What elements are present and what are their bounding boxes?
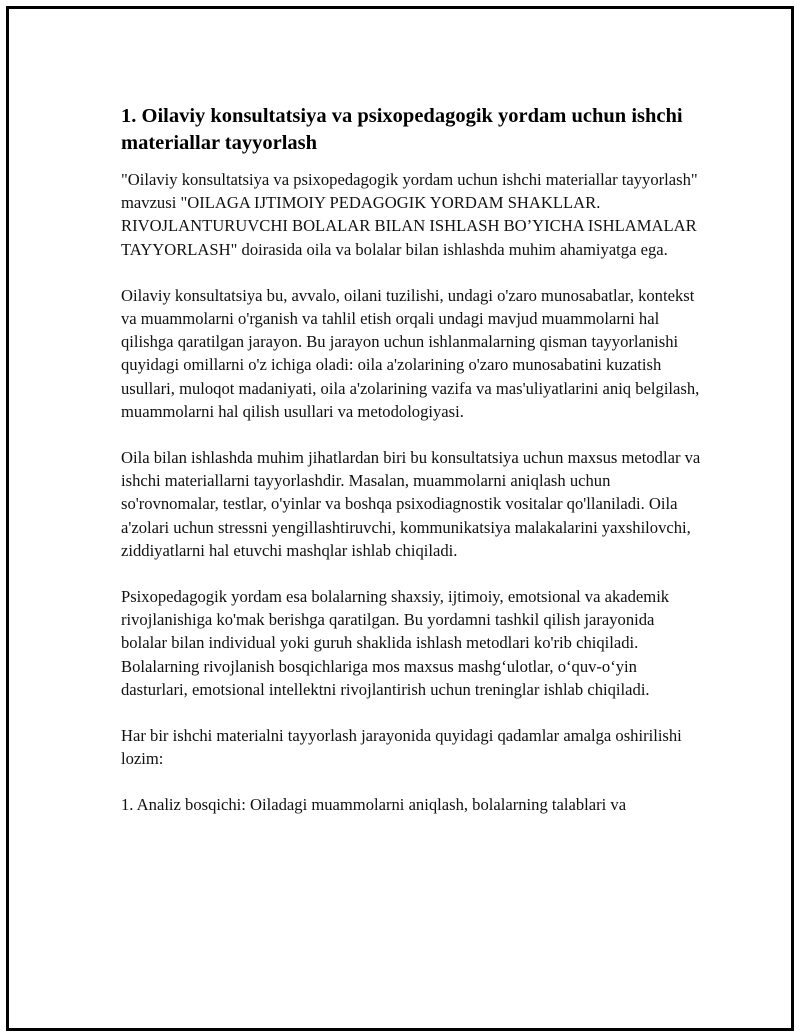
paragraph-psychopedagogical-support: Psixopedagogik yordam esa bolalarning shaxsiy, ijtimoiy, emotsional va akademik rivojlanishiga ko'mak berishga qaratilgan. Bu yordamni tashkil qilish jarayonida bolalar bilan individual yoki guruh shaklida ishlash metodlari ko'rib chiqiladi. Bolalarning rivojlanish bosqichlariga mos maxsus mashg‘ulotlar, o‘quv-o‘yin dasturlari, emotsional intellektni rivojlantirish uchun treninglar ishlab chiqiladi. [121, 587, 670, 699]
paragraph-step-1: 1. Analiz bosqichi: Oiladagi muammolarni aniqlash, bolalarning talablari va [121, 795, 627, 815]
paragraph-intro: "Oilaviy konsultatsiya va psixopedagogik yordam uchun ishchi materiallar tayyorlash" mavzusi "OILAGA IJTIMOIY PEDAGOGIK YORDAM SHAKLLAR. RIVOJLANTURUVCHI BOLALAR BILAN ISHLASH BO’YICHA ISHLAMALAR TAYYORLASH" doirasida oila va bolalar bilan ishlashda muhim ahamiyatga ega. [121, 170, 698, 259]
document-title: 1. Oilaviy konsultatsiya va psixopedagogik yordam uchun ishchi materiallar tayyorlash [121, 105, 683, 154]
paragraph-steps-intro: Har bir ishchi materialni tayyorlash jarayonida quyidagi qadamlar amalga oshirilishi lozim: [121, 726, 682, 769]
page-frame [6, 6, 794, 1031]
paragraph-family-consultation: Oilaviy konsultatsiya bu, avvalo, oilani tuzilishi, undagi o'zaro munosabatlar, kontekst va muammolarni o'rganish va tahlil etish orqali undagi mavjud muammolarni hal qilishga qaratilgan jarayon. Bu jarayon uchun ishlanmalarning qisman tayyorlanishi quyidagi omillarni o'z ichiga oladi: oila a'zolarining o'zaro munosabatini kuzatish usullari, muloqot madaniyati, oila a'zolarining vazifa va mas'uliyatlarini aniq belgilash, muammolarni hal qilish usullari va metodologiyasi. [121, 285, 700, 421]
paragraph-methods: Oila bilan ishlashda muhim jihatlardan biri bu konsultatsiya uchun maxsus metodlar va ishchi materiallarni tayyorlashdir. Masalan, muammolarni aniqlash uchun so'rovnomalar, testlar, o'yinlar va boshqa psixodiagnostik vositalar qo'llaniladi. Oila a'zolari uchun stressni yengillashtiruvchi, kommunikatsiya malakalarini yaxshilovchi, ziddiyatlarni hal etuvchi mashqlar ishlab chiqiladi. [121, 448, 701, 560]
document-body [121, 103, 701, 840]
